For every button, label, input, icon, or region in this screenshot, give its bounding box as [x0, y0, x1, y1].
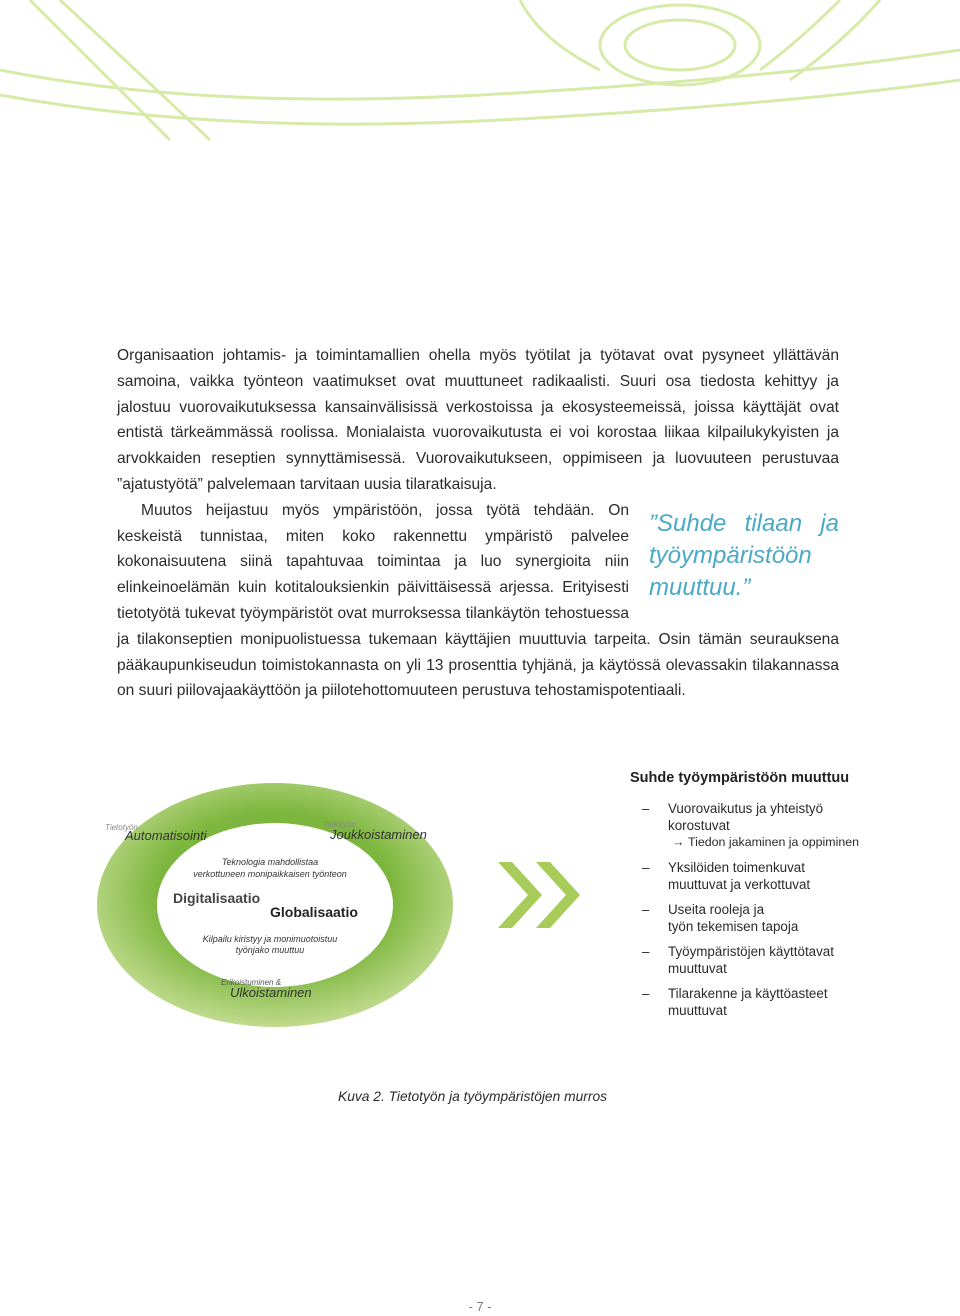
center-top-line2: verkottuneen monipaikkaisen työnteon	[193, 869, 347, 879]
arrow-chevrons-icon	[490, 860, 610, 930]
center-bottom-line2: työnjako muuttuu	[235, 945, 305, 955]
dash-icon: –	[642, 902, 650, 917]
center-top-line1: Teknologia mahdollistaa	[221, 857, 319, 867]
list-item: – Useita rooleja ja työn tekemisen tapoja	[642, 902, 799, 934]
sub-list-item: → Tiedon jakaminen ja oppiminen	[672, 835, 860, 849]
dash-icon: –	[642, 801, 650, 816]
figure-caption: Kuva 2. Tietotyön ja työympäristöjen murros	[338, 1089, 608, 1104]
paragraph-2: Muutos heijastuu myös ympäristöön, jossa työtä tehdään. On keskeistä tunnistaa, miten koko rakennettu ympäristö palvelee kokonaisuutena siinä tapahtuvaa toimintaa ja luo synergioita niin elinkeinoelämän kuin kotitalouksienkin päivittäisessä arjessa. Erityisesti tietotyötä tukevat työympäristöt ovat murroksessa tilankäytön tehostuessa ja tilakonseptien monipuolistuessa tukemaan käyttäjien muuttuvia tarpeita. Osin tämän seurauksena pääkaupunkiseudun toimistokannasta on yli 13 prosenttia tyhjänä, ja käytössä olevassakin tilakannassa on suuri piilovajaakäyttöön ja piilotehottomuuteen perustuva tehostamispotentiaali.	[117, 501, 839, 700]
page-number: - 7 -	[468, 1299, 492, 1314]
bottom-label: Ulkoistaminen	[230, 985, 312, 1000]
top-left-small: Tietotyön	[105, 823, 138, 832]
list-item: – Tilarakenne ja käyttöasteet muuttuvat	[642, 986, 828, 1018]
change-diagram	[95, 770, 455, 1030]
list-item: – Vuorovaikutus ja yhteistyö korostuvat → Tiedon jakaminen ja oppiminen	[630, 800, 920, 851]
top-left-label: Automatisointi	[125, 828, 207, 843]
pull-quote: ”Suhde tilaan ja työympäristöön muuttuu.”	[649, 509, 839, 601]
dash-icon: –	[642, 944, 650, 959]
bottom-small: Erikoistuminen &	[221, 978, 282, 987]
side-list	[630, 800, 920, 1019]
header-decoration	[0, 0, 960, 150]
body-text	[117, 343, 839, 704]
list-item: – Työympäristöjen käyttötavat muuttuvat	[642, 944, 834, 976]
list-item: – Yksilöiden toimenkuvat muuttuvat ja verkottuvat	[642, 860, 811, 892]
center-bottom-line1: Kilpailu kiristyy ja monimuotoistuu	[202, 934, 338, 944]
top-right-label: Joukkoistaminen	[330, 827, 427, 842]
arrow-right-icon: →	[672, 835, 685, 849]
top-right-small: Tietotyön	[323, 820, 356, 829]
side-panel	[630, 770, 920, 1027]
side-panel-title: Suhde työympäristöön muuttuu	[630, 770, 850, 786]
dash-icon: –	[642, 986, 650, 1001]
dash-icon: –	[642, 860, 650, 875]
digitalisaatio-label: Digitalisaatio	[173, 890, 261, 906]
globalisaatio-label: Globalisaatio	[270, 904, 358, 920]
paragraph-1: Organisaation johtamis- ja toimintamallien ohella myös työtilat ja työtavat ovat pysyneet yllättävän samoina, vaikka työnteon vaatimukset ovat muuttuneet radikaalisti. Suuri osa tiedosta kehittyy ja jalostuu vuorovaikutuksessa kansainvälisissä verkostoissa ja ekosysteemeissä, joissa käyttäjät ovat entistä tärkeämmässä roolissa. Monialaista vuorovaikutusta ei voi korostaa liikaa kilpailukykyisten ja arvokkaiden reseptien synnyttämisessä. Vuorovaikutukseen, oppimiseen ja luovuuteen perustuvaa ”ajatustyötä” palvelemaan tarvitaan uusia tilaratkaisuja.	[117, 347, 839, 493]
